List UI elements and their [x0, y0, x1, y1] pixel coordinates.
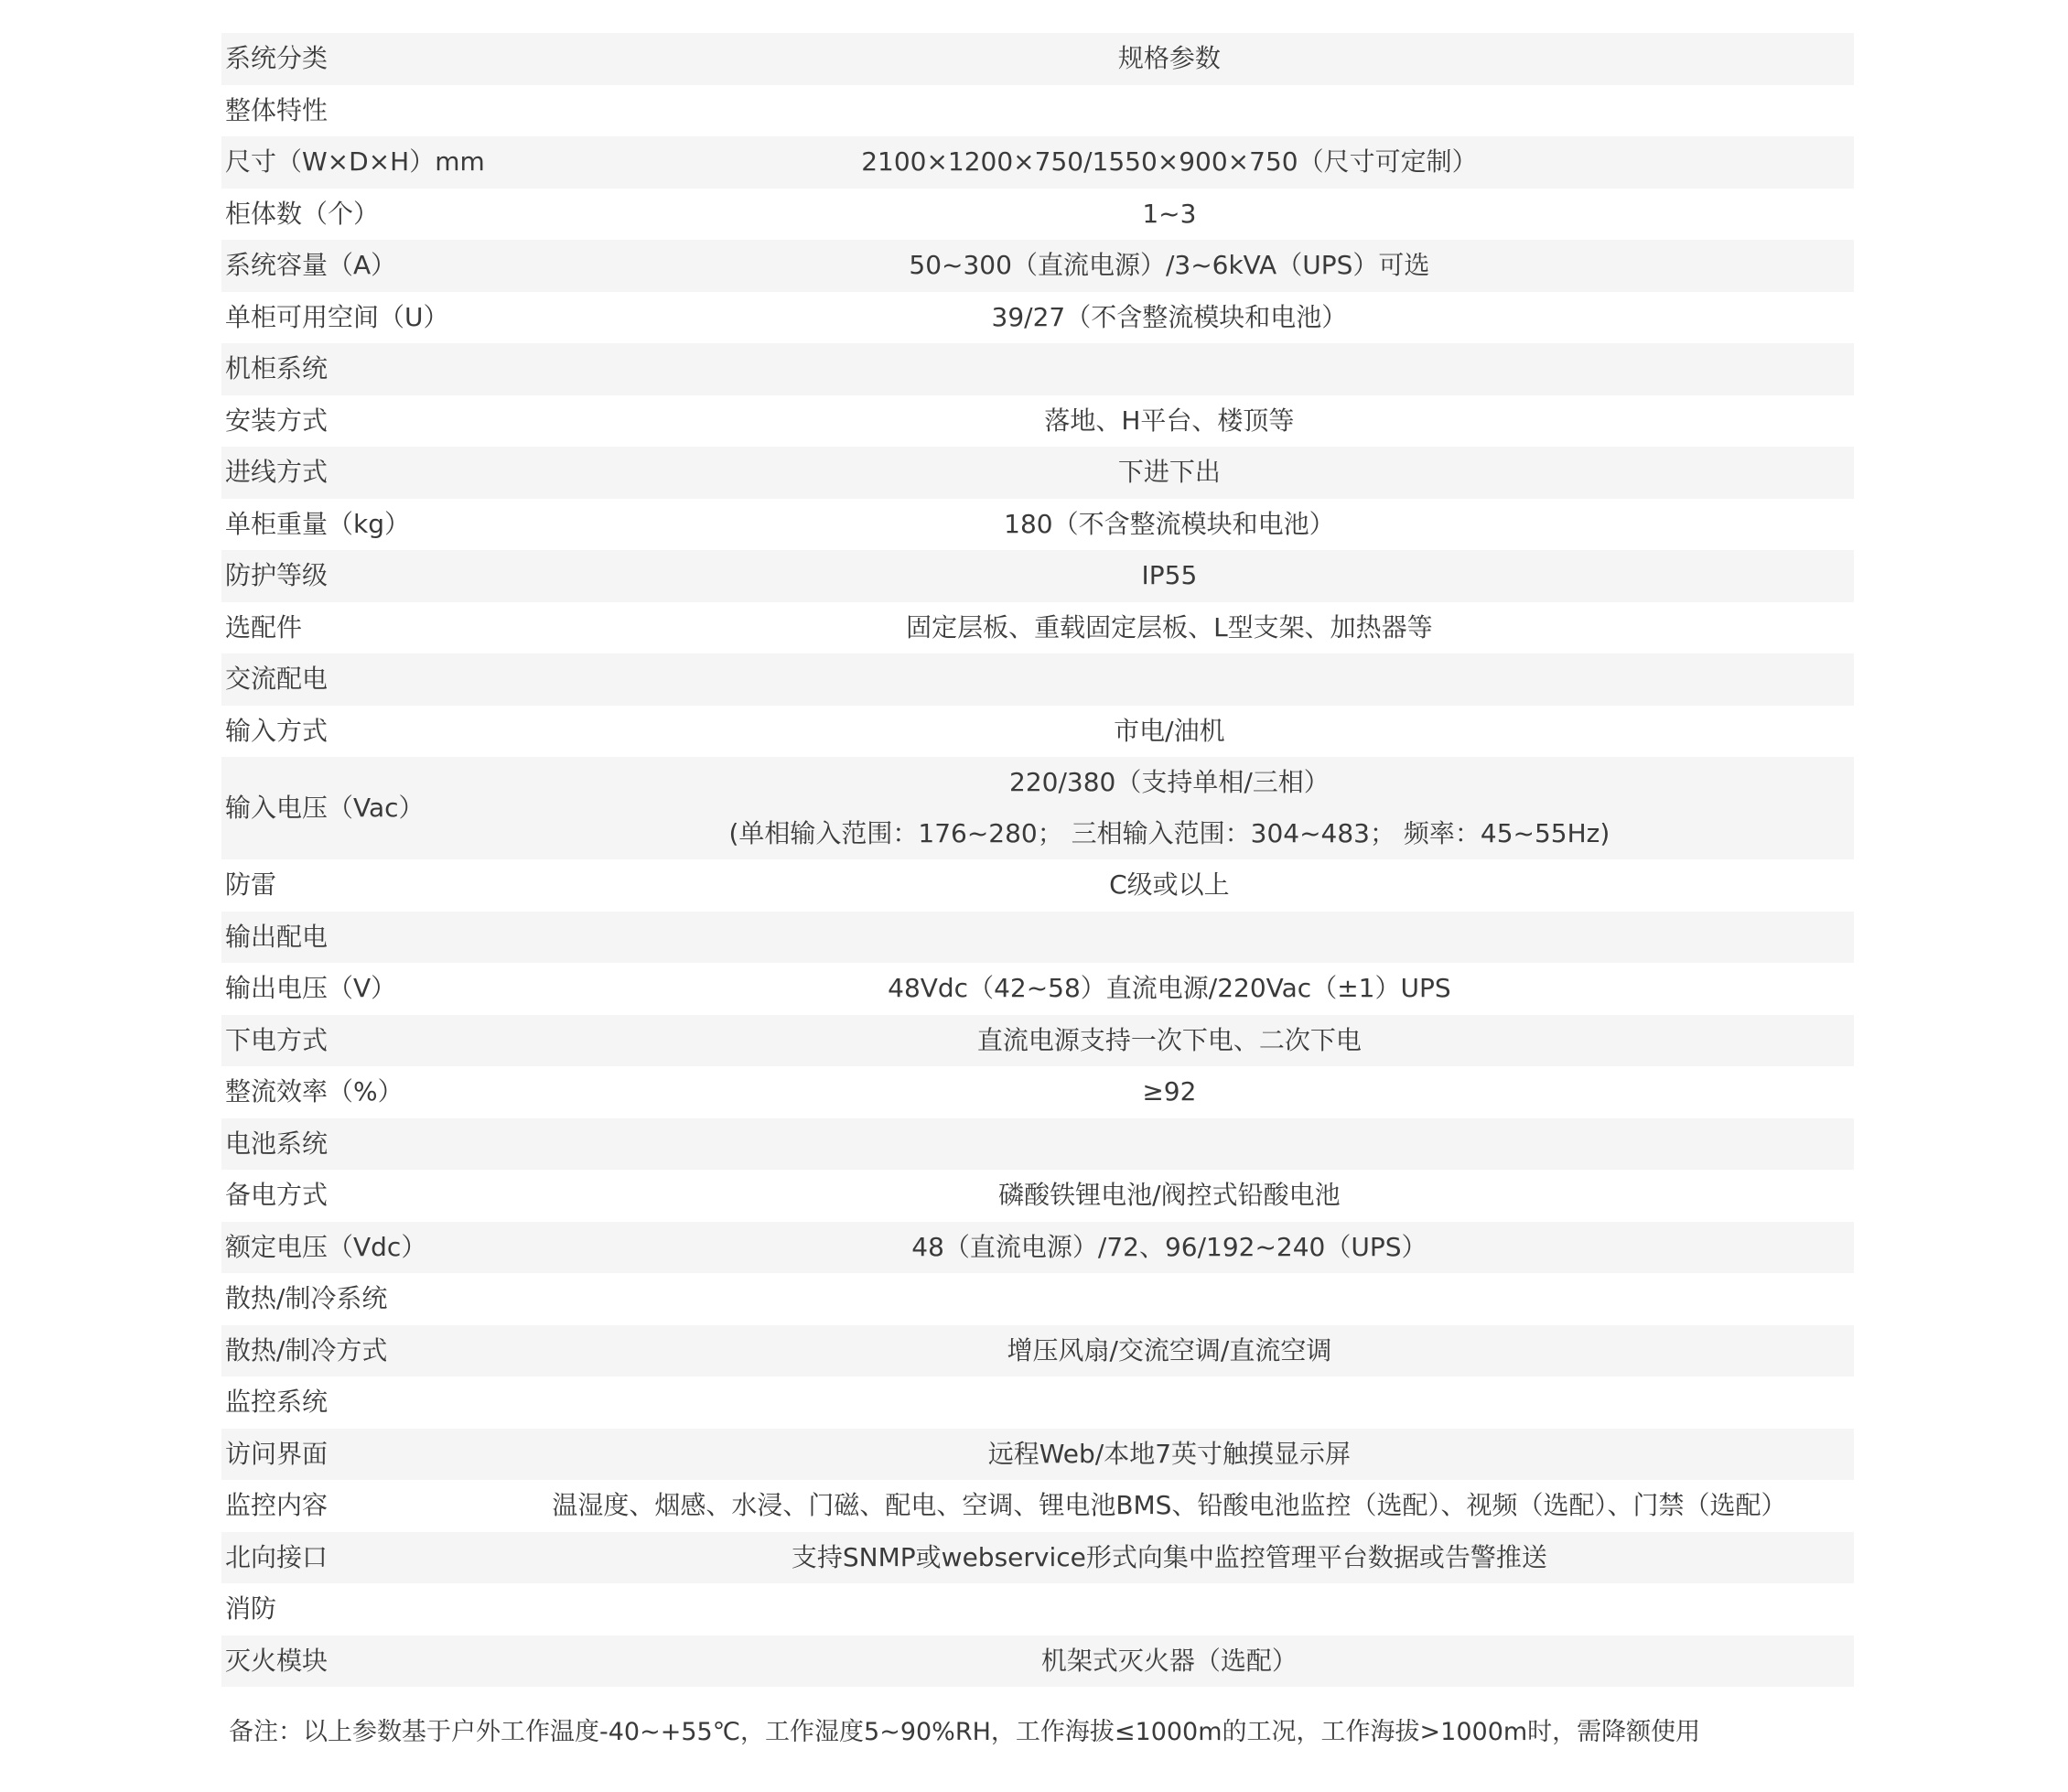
table-row	[221, 1429, 1854, 1481]
row-label: 电池系统	[225, 1128, 329, 1159]
table-row	[221, 343, 1854, 395]
row-value: 远程Web/本地7英寸触摸显示屏	[987, 1438, 1352, 1469]
row-label: 额定电压（Vdc）	[225, 1231, 427, 1262]
row-value: 支持SNMP或webservice形式向集中监控管理平台数据或告警推送	[791, 1541, 1547, 1572]
row-label: 北向接口	[225, 1541, 329, 1572]
row-label: 输出电压（V）	[225, 973, 397, 1004]
row-value	[485, 912, 1854, 964]
row-value: 1~3	[1142, 198, 1197, 229]
table-row	[221, 85, 1854, 137]
table-row	[221, 1170, 1854, 1222]
row-value	[485, 85, 1854, 137]
spec-table	[221, 33, 1854, 1687]
table-row	[221, 706, 1854, 758]
row-label: 输入方式	[225, 715, 329, 746]
table-row	[221, 1480, 1854, 1532]
row-label: 系统分类	[225, 43, 329, 74]
row-label: 备电方式	[225, 1180, 329, 1211]
row-value: 直流电源支持一次下电、二次下电	[976, 1024, 1362, 1055]
table-row	[221, 1222, 1854, 1274]
table-row	[221, 292, 1854, 344]
table-row	[221, 1015, 1854, 1067]
row-value	[485, 757, 1854, 859]
row-value: 温湿度、烟感、水浸、门磁、配电、空调、锂电池BMS、铅酸电池监控（选配）、视频（选配）、门禁（选配）	[552, 1490, 1787, 1521]
row-value: 48（直流电源）/72、96/192~240（UPS）	[911, 1231, 1427, 1262]
table-row	[221, 757, 1854, 859]
row-label: 柜体数（个）	[225, 198, 380, 229]
row-value: IP55	[1141, 560, 1198, 591]
row-value-line-2: (单相输入范围：176~280； 三相输入范围：304~483； 频率：45~55Hz)	[728, 818, 1610, 848]
row-value: 50~300（直流电源）/3~6kVA（UPS）可选	[909, 250, 1430, 281]
table-row	[221, 550, 1854, 602]
table-row	[221, 653, 1854, 706]
row-value: 180（不含整流模块和电池）	[1004, 508, 1335, 539]
table-row	[221, 1273, 1854, 1325]
row-value: 规格参数	[1117, 43, 1221, 74]
row-label: 输入电压（Vac）	[225, 793, 425, 824]
table-row	[221, 1118, 1854, 1171]
row-value: C级或以上	[1109, 869, 1230, 901]
row-label: 访问界面	[225, 1438, 329, 1469]
row-value	[485, 653, 1854, 706]
table-row	[221, 1532, 1854, 1584]
row-label: 防雷	[225, 869, 277, 901]
table-row	[221, 136, 1854, 189]
row-value: 下进下出	[1117, 457, 1221, 488]
row-value	[485, 1583, 1854, 1635]
row-label: 下电方式	[225, 1024, 329, 1055]
row-value: 市电/油机	[1114, 715, 1225, 746]
row-label: 监控系统	[225, 1387, 329, 1418]
row-value: 2100×1200×750/1550×900×750（尺寸可定制）	[861, 146, 1478, 178]
row-value	[485, 1273, 1854, 1325]
row-label: 输出配电	[225, 921, 329, 952]
table-row	[221, 240, 1854, 292]
table-row	[221, 912, 1854, 964]
table-row	[221, 1583, 1854, 1635]
row-value: ≥92	[1142, 1076, 1197, 1107]
table-row	[221, 1376, 1854, 1429]
row-value: 增压风扇/交流空调/直流空调	[1007, 1334, 1332, 1366]
table-row	[221, 189, 1854, 241]
row-value: 39/27（不含整流模块和电池）	[991, 301, 1348, 332]
row-label: 散热/制冷方式	[225, 1334, 388, 1366]
table-row	[221, 602, 1854, 654]
table-row	[221, 499, 1854, 551]
row-value: 48Vdc（42~58）直流电源/220Vac（±1）UPS	[888, 973, 1451, 1004]
row-value: 机架式灭火器（选配）	[1040, 1645, 1298, 1676]
row-label: 单柜重量（kg）	[225, 508, 410, 539]
row-label: 尺寸（W×D×H）mm	[225, 146, 485, 178]
row-label: 监控内容	[225, 1490, 329, 1521]
row-value: 固定层板、重载固定层板、L型支架、加热器等	[906, 611, 1433, 642]
row-value: 落地、H平台、楼顶等	[1044, 405, 1295, 436]
row-label: 单柜可用空间（U）	[225, 301, 449, 332]
row-label: 安装方式	[225, 405, 329, 436]
row-label: 灭火模块	[225, 1645, 329, 1676]
row-label: 机柜系统	[225, 353, 329, 384]
row-label: 防护等级	[225, 560, 329, 591]
row-label: 交流配电	[225, 664, 329, 695]
row-label: 进线方式	[225, 457, 329, 488]
row-label: 散热/制冷系统	[225, 1283, 388, 1314]
row-value	[485, 1376, 1854, 1429]
table-row	[221, 1066, 1854, 1118]
row-label: 整流效率（%）	[225, 1076, 404, 1107]
table-row	[221, 395, 1854, 448]
spec-table-body	[221, 33, 1854, 1687]
row-label: 消防	[225, 1593, 277, 1625]
footnote: 备注：以上参数基于户外工作温度-40~+55℃，工作湿度5~90%RH，工作海拔≤1000m的工况，工作海拔>1000m时，需降额使用	[229, 1718, 1701, 1746]
table-row	[221, 447, 1854, 499]
row-value: 磷酸铁锂电池/阀控式铅酸电池	[998, 1180, 1341, 1211]
row-value-line-1: 220/380（支持单相/三相）	[1009, 767, 1330, 797]
table-row	[221, 1635, 1854, 1688]
table-row	[221, 859, 1854, 912]
row-label: 整体特性	[225, 94, 329, 125]
row-value	[485, 1118, 1854, 1171]
table-row	[221, 33, 1854, 85]
row-value	[485, 343, 1854, 395]
table-row	[221, 963, 1854, 1015]
row-label: 选配件	[225, 611, 303, 642]
table-row	[221, 1325, 1854, 1377]
row-label: 系统容量（A）	[225, 250, 397, 281]
